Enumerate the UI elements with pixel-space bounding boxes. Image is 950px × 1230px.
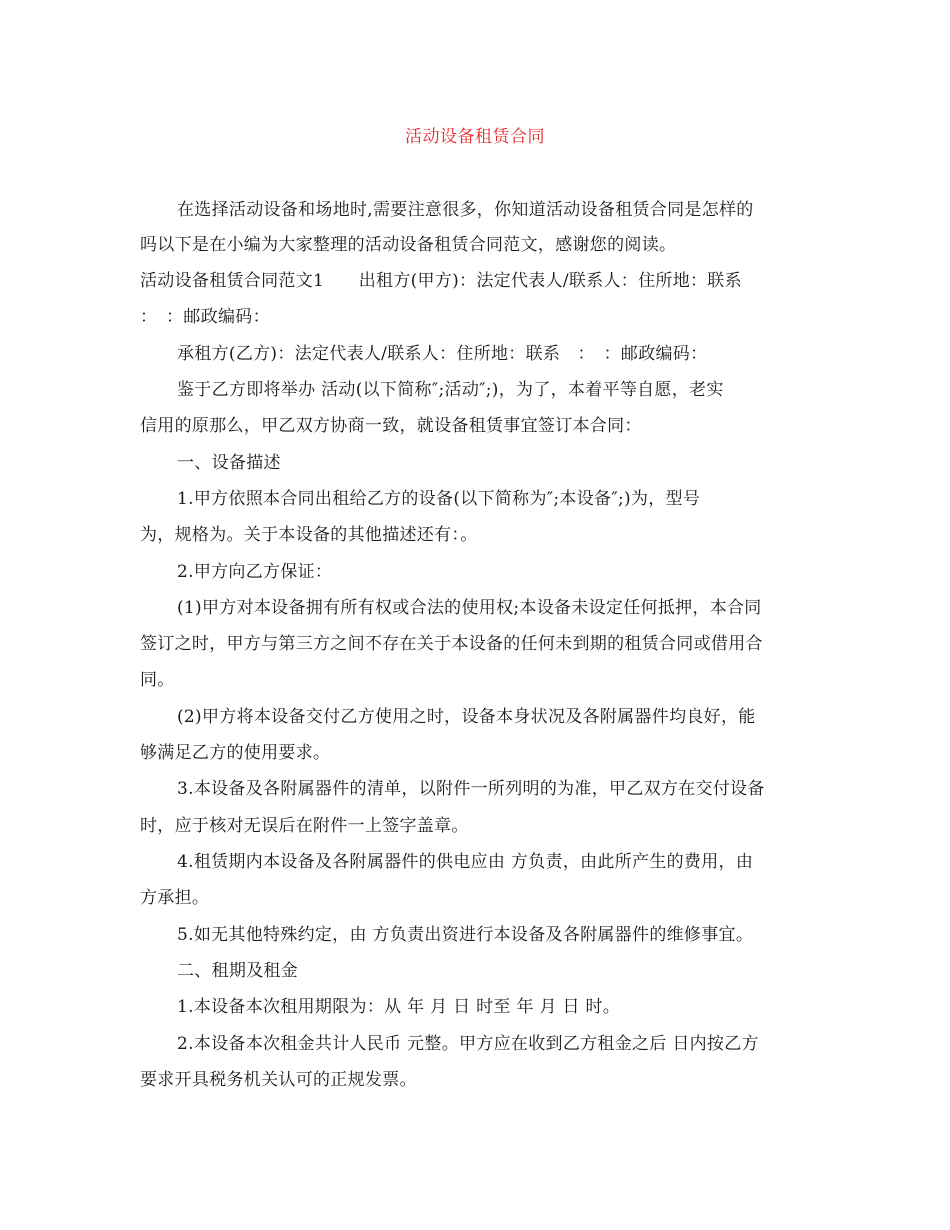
paragraph-line: 2.甲方向乙方保证： <box>177 562 333 582</box>
paragraph-line: 在选择活动设备和场地时,需要注意很多，你知道活动设备租赁合同是怎样的 <box>177 200 754 220</box>
paragraph-line: 同。 <box>140 670 175 690</box>
paragraph-line: 鉴于乙方即将举办 活动(以下简称″;活动″;)，为了，本着平等自愿，老实 <box>177 380 724 400</box>
paragraph-line: 签订之时，甲方与第三方之间不存在关于本设备的任何未到期的租赁合同或借用合 <box>140 634 763 654</box>
paragraph-line: 承租方(乙方)：法定代表人/联系人：住所地：联系 ： ：邮政编码： <box>177 344 708 364</box>
paragraph-line: 1.甲方依照本合同出租给乙方的设备(以下简称为″;本设备″;)为，型号 <box>177 489 701 509</box>
paragraph-line: 要求开具税务机关认可的正规发票。 <box>140 1070 417 1090</box>
paragraph-line: 时，应于核对无误后在附件一上签字盖章。 <box>140 816 469 836</box>
paragraph-line: 够满足乙方的使用要求。 <box>140 743 331 763</box>
paragraph-line: 5.如无其他特殊约定，由 方负责出资进行本设备及各附属器件的维修事宜。 <box>177 925 754 945</box>
paragraph-line: 4.租赁期内本设备及各附属器件的供电应由 方负责，由此所产生的费用，由 <box>177 852 754 872</box>
paragraph-line: 3.本设备及各附属器件的清单，以附件一所列明的为准，甲乙双方在交付设备 <box>177 779 765 799</box>
paragraph-line: 2.本设备本次租金共计人民币 元整。甲方应在收到乙方租金之后 日内按乙方 <box>177 1034 759 1054</box>
paragraph-line: ： ：邮政编码： <box>140 307 270 327</box>
section-heading: 一、设备描述 <box>177 453 281 473</box>
document-title: 活动设备租赁合同 <box>405 127 545 147</box>
paragraph-line: 吗以下是在小编为大家整理的活动设备租赁合同范文，感谢您的阅读。 <box>140 235 677 255</box>
paragraph-line: 为，规格为。关于本设备的其他描述还有：。 <box>140 525 478 545</box>
section-heading: 二、租期及租金 <box>177 961 299 981</box>
paragraph-line: 信用的原那么，甲乙双方协商一致，就设备租赁事宜签订本合同： <box>140 416 642 436</box>
paragraph-line: (2)甲方将本设备交付乙方使用之时，设备本身状况及各附属器件均良好，能 <box>177 707 756 727</box>
paragraph-line: 活动设备租赁合同范文1 出租方(甲方)：法定代表人/联系人：住所地：联系 <box>140 271 742 291</box>
paragraph-line: 1.本设备本次租用期限为：从 年 月 日 时至 年 月 日 时。 <box>177 997 621 1017</box>
paragraph-line: 方承担。 <box>140 888 210 908</box>
paragraph-line: (1)甲方对本设备拥有所有权或合法的使用权;本设备未设定任何抵押，本合同 <box>177 598 762 618</box>
